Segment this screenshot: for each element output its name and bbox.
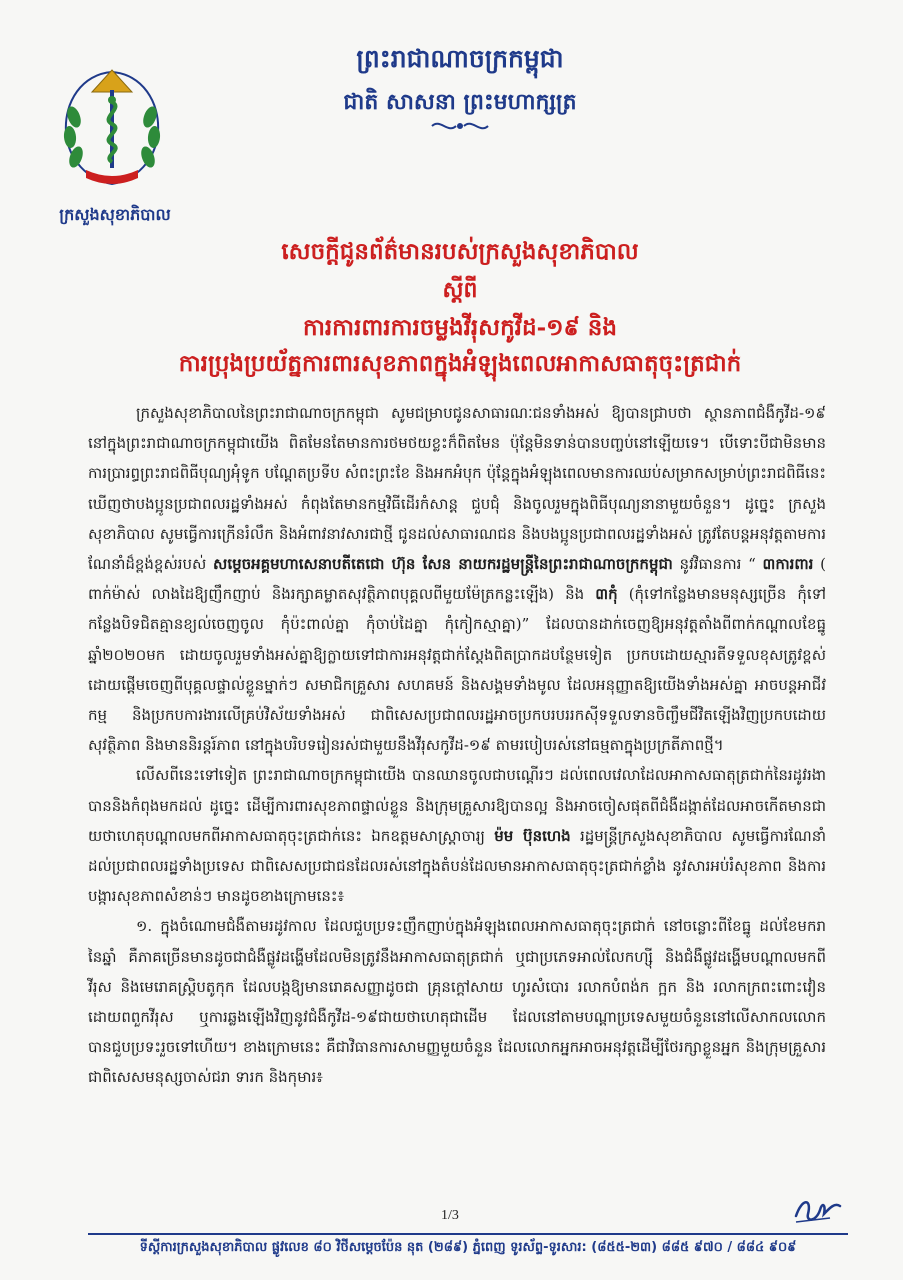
body-text [88, 398, 826, 1093]
national-motto: ជាតិ សាសនា ព្រះមហាក្សត្រ [343, 89, 577, 115]
footer-address: ទីស្តីការក្រសួងសុខាភិបាល ផ្លូវលេខ ៨០ វិថីសម្តេចប៉ែន នុត (២៨៩) ភ្នំពេញ ទូរស័ព្ទ-ទូរសារ: (៨៥៥-២៣) ៨៨៥ ៩៧០ / ៨៨៤ ៩០៩ [139, 1240, 797, 1255]
ornament-divider-icon [430, 118, 490, 134]
kingdom-heading: ព្រះរាជាណាចក្រកម្ពុជា [356, 44, 564, 73]
paragraph-2-text-b: រដ្ឋមន្ត្រីក្រសួងសុខាភិបាល សូមធ្វើការណែនាំដល់ប្រជាពលរដ្ឋទាំងប្រទេស ជាពិសេសប្រជាជនដែលរស់នៅក្នុងតំបន់ដែលមានអាកាសធាតុចុះត្រជាក់ខ្លាំង នូវសារអប់រំសុខភាព និងការបង្ការសុខភាពសំខាន់ៗ មានដូចខាងក្រោមនេះ៖ [88, 826, 826, 906]
paragraph-3: ១. ក្នុងចំណោមជំងឺតាមរដូវកាល ដែលជួបប្រទះញឹកញាប់ក្នុងអំឡុងពេលអាកាសធាតុចុះត្រជាក់ នៅចន្លោះពីខែធ្នូ ដល់ខែមករានៃឆ្នាំ គឺភាគច្រើនមានដូចជាជំងឺផ្លូវដង្ហើមដែលមិនត្រូវនឹងអាកាសធាតុត្រជាក់ ឬជាប្រភេទអាល់លែកហ្ស៊ី និងជំងឺផ្លូវដង្ហើមបណ្តាលមកពីវីរុស និងមេរោគស្ត្រិបតូកុក ដែលបង្កឱ្យមានរោគសញ្ញាដូចជា គ្រុនក្តៅសាយ ហូរសំបោរ រលាកបំពង់ក ក្អក និង រលាកក្រពះពោះវៀនដោយពពួកវីរុស ឬការឆ្លងឡើងវិញនូវជំងឺកូវីដ-១៩ជាយថាហេតុជាដើម ដែលនៅតាមបណ្តាប្រទេសមួយចំនួននៅលើសាកលលោកបានជួបប្រទះរួចទៅហើយ។ ខាងក្រោមនេះ គឺជាវិធានការសាមញ្ញមួយចំនួន ដែលលោកអ្នកអាចអនុវត្តដើម្បីថែរក្សាខ្លួនអ្នក និងក្រុមគ្រួសារ ជាពិសេសមនុស្សចាស់ជរា ទារក និងកុមារ៖ [88, 917, 826, 1087]
page-number: 1/3 [441, 1208, 459, 1223]
paragraph-1-text-d: (កុំទៅកន្លែងមានមនុស្សច្រើន កុំទៅកន្លែងបិទជិតគ្មានខ្យល់ចេញចូល កុំប៉ះពាល់គ្នា កុំចាប់ដៃគ្នា កុំកៀកស្មាគ្នា)” ដែលបានដាក់ចេញឱ្យអនុវត្តតាំងពីពាក់កណ្តាលខែធ្នូ ឆ្នាំ២០២០មក ដោយចូលរួមទាំងអស់គ្នាឱ្យក្លាយទៅជាការអនុវត្តជាក់ស្តែងពិតប្រាកដបន្ថែមទៀត ប្រកបដោយស្មារតីទទួលខុសត្រូវខ្ពស់ ដោយផ្តើមចេញពីបុគ្គលផ្ទាល់ខ្លួនម្នាក់ៗ សមាជិកគ្រួសារ សហគមន៍ និងសង្គមទាំងមូល ដែលអនុញ្ញាតឱ្យយើងទាំងអស់គ្នា អាចបន្តអាជីវកម្ម និងប្រកបការងារលើគ្រប់វិស័យទាំងអស់ ជាពិសេសប្រជាពលរដ្ឋអាចប្រកបរបររកស៊ីទទួលទានចិញ្ចឹមជីវិតឡើងវិញប្រកបដោយសុវត្ថិភាព និងមាននិរន្តរ៍ភាព នៅក្នុងបរិបទរៀនរស់ជាមួយនឹងវីរុសកូវីដ-១៩ តាមរបៀបរស់នៅធម្មតាក្នុងប្រក្រតីភាពថ្មី។ [88, 585, 826, 755]
signature-mark-icon [790, 1192, 850, 1228]
paragraph-2 [88, 760, 826, 911]
paragraph-1-text-b: នូវវិធានការ “ [679, 555, 756, 574]
title-subject-line2: ការប្រុងប្រយ័ត្នការពារសុខភាពក្នុងអំឡុងពេលអាកាសធាតុចុះត្រជាក់ [178, 350, 742, 377]
paragraph-1 [88, 398, 826, 760]
three-donts: ៣កុំ [595, 585, 618, 604]
paragraph-1-text-c: ( ពាក់ម៉ាស់ លាងដៃឱ្យញឹកញាប់ និងរក្សាគម្លាតសុវត្ថិភាពបុគ្គលពីមួយម៉ែត្រកន្លះឡើង) និង [88, 555, 827, 604]
ministry-label: ក្រសួងសុខាភិបាល [59, 205, 171, 224]
title-regarding: ស្តីពី [442, 277, 478, 303]
paragraph-2-text-a: លើសពីនេះទៅទៀត ព្រះរាជាណាចក្រកម្ពុជាយើង បានឈានចូលជាបណ្តើរៗ ដល់ពេលវេលាដែលអាកាសធាតុត្រជាក់នៃរដូវរងាបាននិងកំពុងមកដល់ ដូច្នេះ ដើម្បីការពារសុខភាពផ្ទាល់ខ្លួន និងក្រុមគ្រួសារឱ្យបានល្អ និងអាចចៀសផុតពីជំងឺដង្កាត់ដែលអាចកើតមានជាយថាហេតុបណ្តាលមកពីអាកាសធាតុចុះត្រជាក់នេះ ឯកឧត្តមសាស្ត្រាចារ្យ [88, 766, 826, 845]
ministry-emblem-icon [52, 62, 172, 192]
announcement-title: សេចក្តីជូនព័ត៌មានរបស់ក្រសួងសុខាភិបាល [281, 238, 639, 265]
three-protections: ៣ការពារ [762, 555, 814, 574]
minister-name: ម៉ម ប៊ុនហេង [494, 826, 571, 845]
footer-divider [88, 1233, 848, 1235]
paragraph-1-text-a: ក្រសួងសុខាភិបាលនៃព្រះរាជាណាចក្រកម្ពុជា សូមជម្រាបជូនសាធារណៈជនទាំងអស់ ឱ្យបានជ្រាបថា ស្ថានភាពជំងឺកូវីដ-១៩ នៅក្នុងព្រះរាជាណាចក្រកម្ពុជាយើង ពិតមែនតែមានការថមថយខ្លះក៏ពិតមែន ប៉ុន្តែមិនទាន់បានបញ្ចប់នៅឡើយទេ។ បើទោះបីជាមិនមានការប្រារព្ធព្រះរាជពិធីបុណ្យអុំទូក បណ្តែតប្រទីប សំពះព្រះខែ និងអកអំបុក ប៉ុន្តែក្នុងអំឡុងពេលមានការឈប់សម្រាកសម្រាប់ព្រះរាជពិធីនេះ ឃើញថាបងប្អូនប្រជាពលរដ្ឋទាំងអស់ កំពុងតែមានកម្មវិធីដើរកំសាន្ត ជួបជុំ និងចូលរួមក្នុងពិធីបុណ្យនានាមួយចំនួន។ ដូច្នេះ ក្រសួងសុខាភិបាល សូមធ្វើការក្រើនរំលឹក និងអំពាវនាវសារជាថ្មី ជូនដល់សាធារណជន និងបងប្អូនប្រជាពលរដ្ឋទាំងអស់ ត្រូវតែបន្តអនុវត្តតាមការណែនាំដ៏ខ្ពង់ខ្ពស់របស់ [88, 404, 826, 574]
title-subject-line1: ការការពារការចម្លងវីរុសកូវីដ-១៩ និង [302, 314, 618, 341]
prime-minister-name: សម្តេចអគ្គមហាសេនាបតីតេជោ ហ៊ុន សែន នាយករដ្ឋមន្ត្រីនៃព្រះរាជាណាចក្រកម្ពុជា [213, 555, 673, 574]
